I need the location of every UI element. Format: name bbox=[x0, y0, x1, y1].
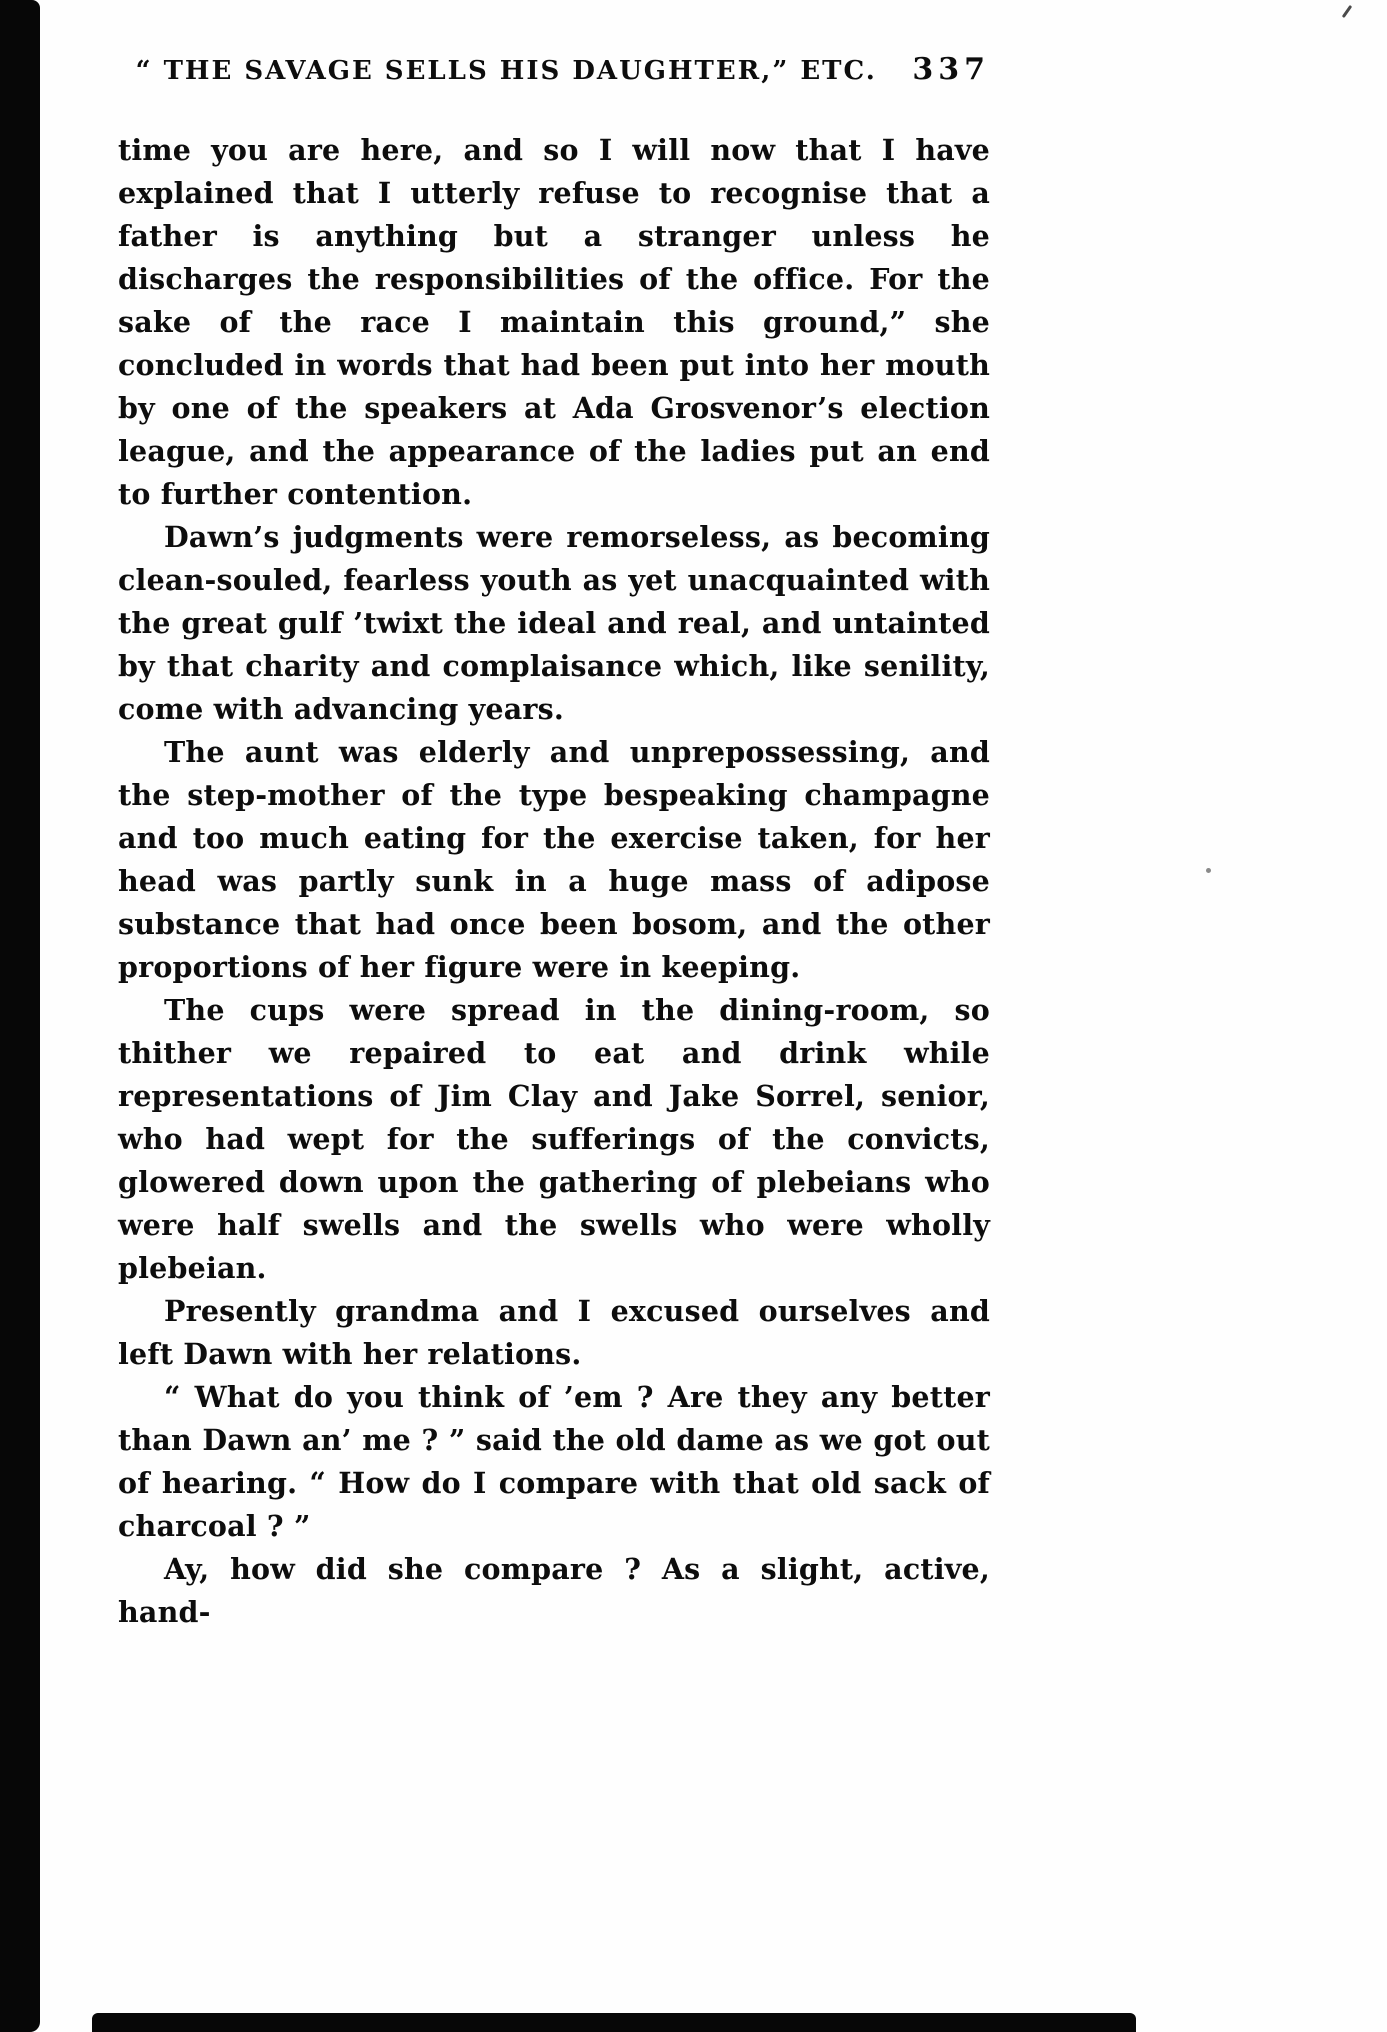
paragraph: Dawn’s judgments were remorseless, as becoming clean-souled, fearless youth as yet unacquainted with the great gulf ’twixt the ideal and real, and untainted by that charity and complaisance which, like senility, come with advancing years. bbox=[118, 520, 990, 726]
page-number: 337 bbox=[912, 52, 990, 87]
paragraph: Presently grandma and I excused ourselves and left Dawn with her relations. bbox=[118, 1294, 990, 1371]
scan-artifact-left-edge bbox=[0, 0, 40, 2032]
book-page bbox=[118, 52, 990, 1634]
paragraph: The cups were spread in the dining-room, so thither we repaired to eat and drink while representations of Jim Clay and Jake Sorrel, senior, who had wept for the sufferings of the convicts, glowered down upon the gathering of plebeians who were half swells and the swells who were wholly plebeian. bbox=[118, 993, 990, 1285]
page-header bbox=[118, 52, 990, 87]
page-body bbox=[118, 129, 990, 1634]
paragraph: “ What do you think of ’em ? Are they any better than Dawn an’ me ? ” said the old dame as we got out of hearing. “ How do I compare with that old sack of charcoal ? ” bbox=[118, 1380, 990, 1543]
paragraph: Ay, how did she compare ? As a slight, active, hand- bbox=[118, 1552, 990, 1629]
running-title: “ THE SAVAGE SELLS HIS DAUGHTER,” ETC. bbox=[135, 56, 877, 86]
paragraph: The aunt was elderly and unprepossessing, and the step-mother of the type bespeaking champagne and too much eating for the exercise taken, for her head was partly sunk in a huge mass of adipose substance that had once been bosom, and the other proportions of her figure were in keeping. bbox=[118, 735, 990, 984]
scan-speck bbox=[1342, 5, 1352, 18]
scan-speck bbox=[1206, 868, 1211, 873]
paragraph: time you are here, and so I will now that I have explained that I utterly refuse to recognise that a father is anything but a stranger unless he discharges the responsibilities of the office. For the sake of the race I maintain this ground,” she concluded in words that had been put into her mouth by one of the speakers at Ada Grosvenor’s election league, and the appearance of the ladies put an end to further contention. bbox=[118, 133, 990, 511]
scan-artifact-bottom-edge bbox=[92, 2013, 1136, 2032]
